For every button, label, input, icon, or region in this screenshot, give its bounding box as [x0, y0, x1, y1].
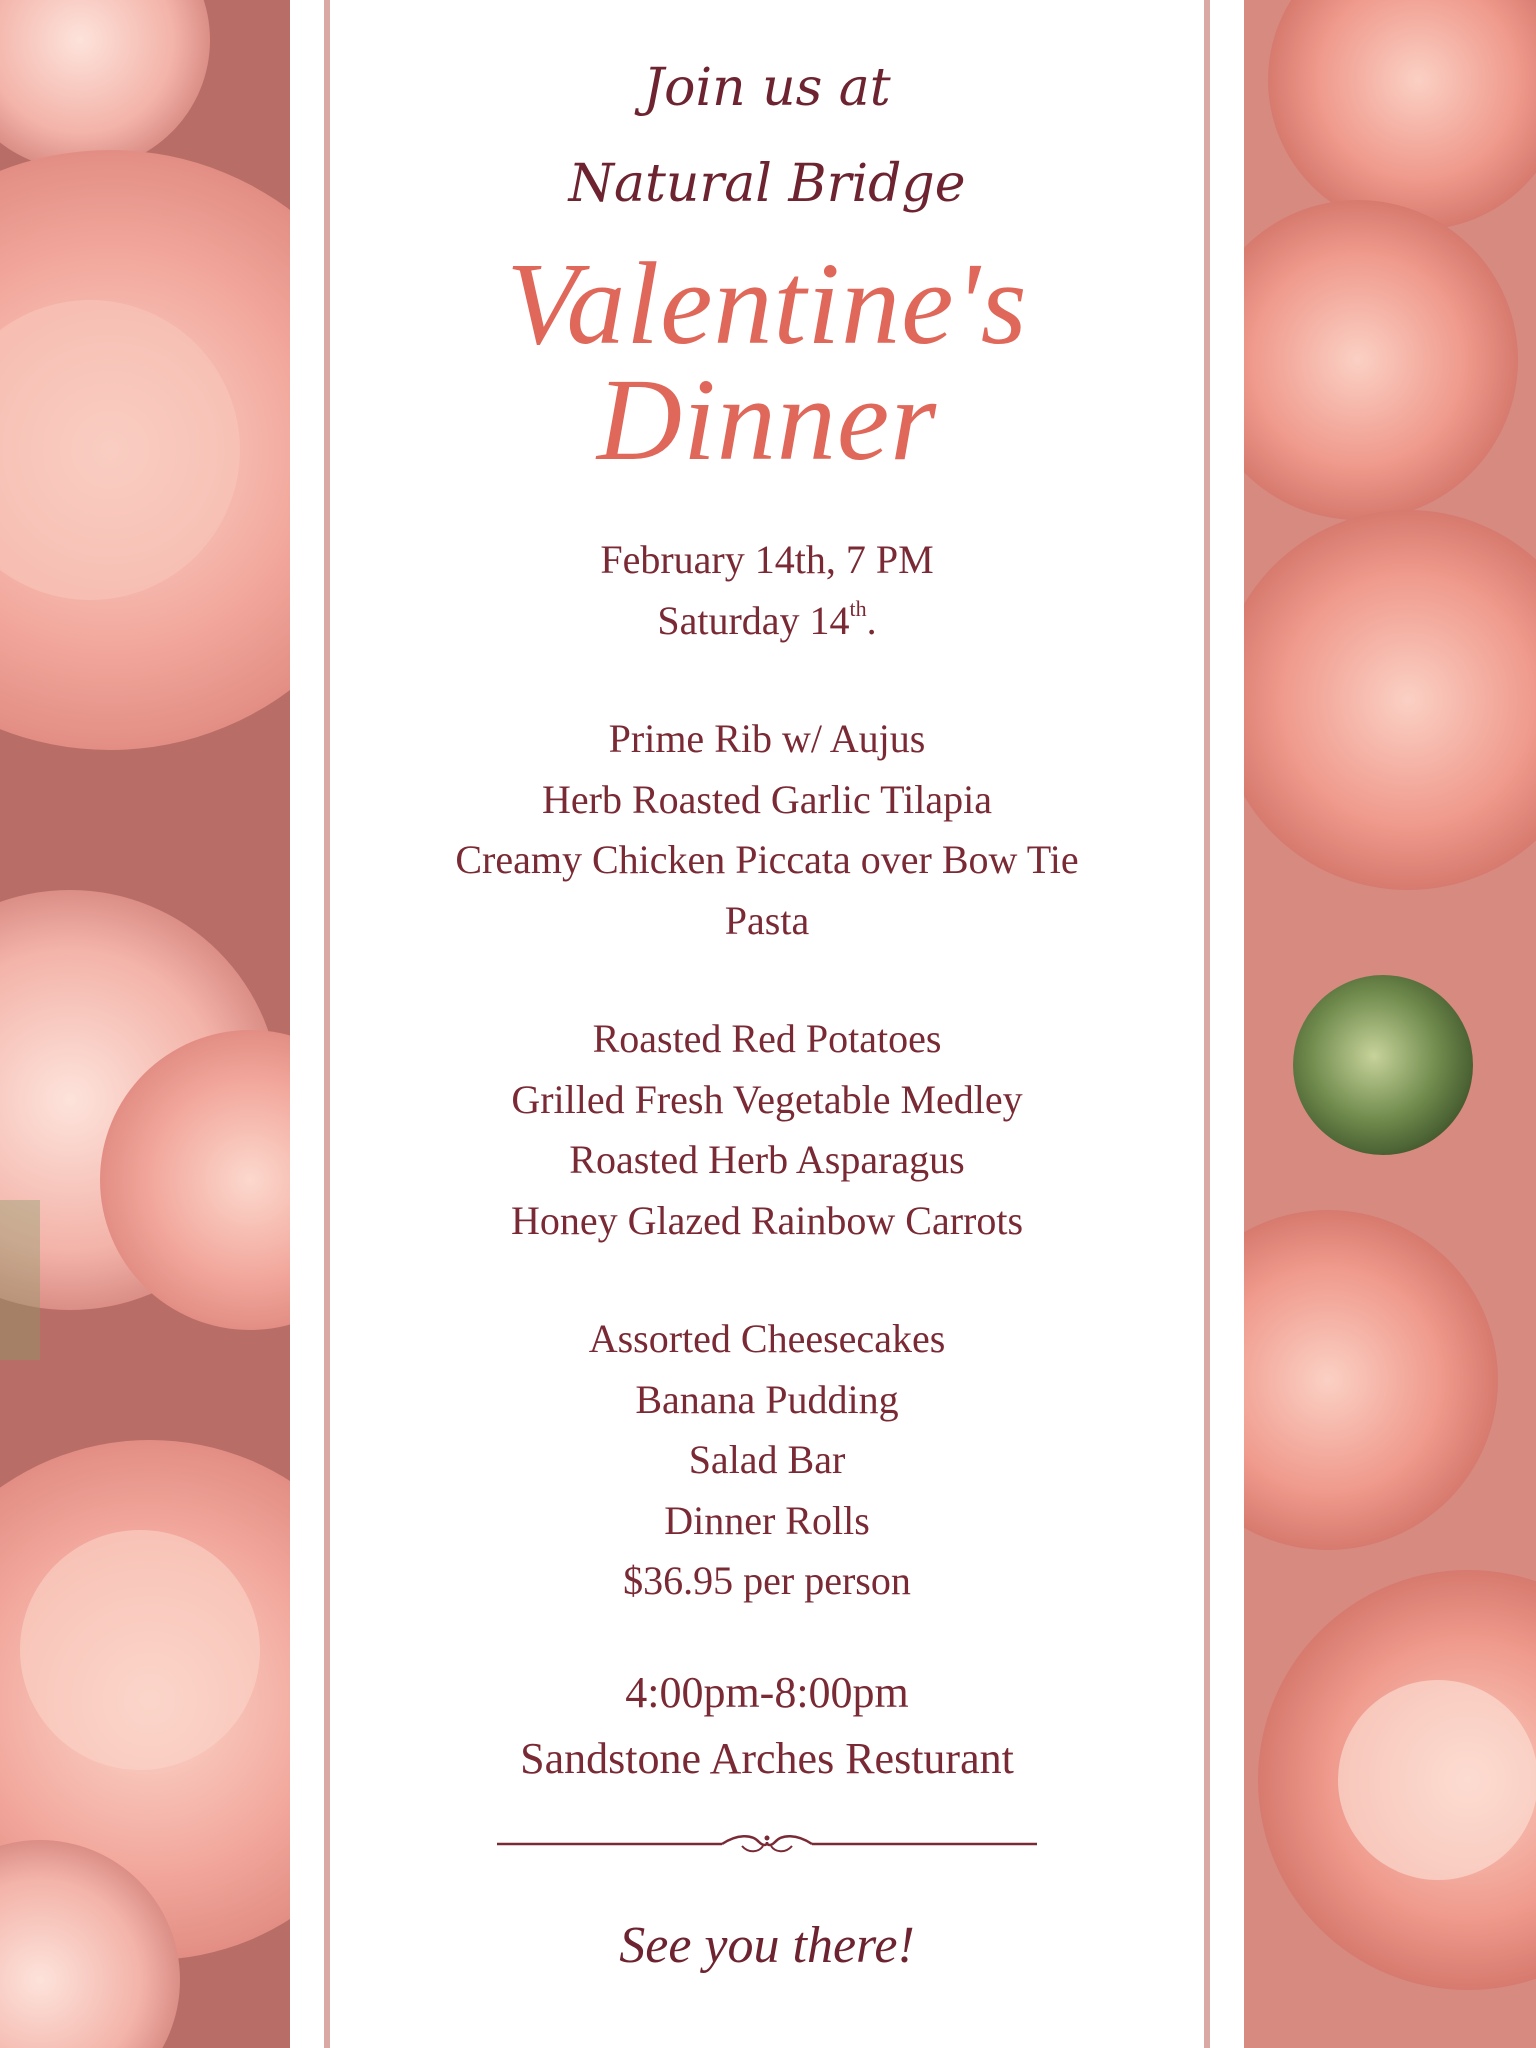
- menu-item: Creamy Chicken Piccata over Bow Tie: [455, 837, 1079, 882]
- date-line-2: [350, 591, 1184, 652]
- flourish-icon: [497, 1832, 1037, 1856]
- event-date: [350, 530, 1184, 651]
- panel-border-right: [1204, 0, 1210, 2048]
- intro-line-1: Join us at: [643, 58, 891, 118]
- flower-panel-right: [1238, 0, 1536, 2048]
- price: $36.95 per person: [623, 1558, 911, 1603]
- ornamental-divider: [497, 1832, 1037, 1856]
- menu-item: Assorted Cheesecakes: [588, 1316, 946, 1361]
- menu-item: Salad Bar: [688, 1437, 846, 1482]
- menu-item: Pasta: [724, 897, 810, 943]
- menu-item: Banana Pudding: [635, 1376, 899, 1422]
- menu-item: Grilled Fresh Vegetable Medley: [511, 1076, 1023, 1122]
- venue-name: Sandstone Arches Resturant: [520, 1733, 1014, 1783]
- ranunculus-illustration: [1238, 0, 1536, 2048]
- date-ordinal: th: [849, 595, 867, 621]
- menu-item: Roasted Herb Asparagus: [569, 1137, 965, 1182]
- panel-border-left: [324, 0, 330, 2048]
- invitation-panel: [290, 0, 1244, 2048]
- rose-illustration: [0, 0, 296, 2048]
- menu-item: Herb Roasted Garlic Tilapia: [542, 776, 992, 822]
- invitation-content: [350, 0, 1184, 2027]
- flower-panel-left: [0, 0, 296, 2048]
- hours-time: 4:00pm-8:00pm: [625, 1667, 909, 1717]
- menu-item: Roasted Red Potatoes: [592, 1016, 942, 1061]
- date-line-1: February 14th, 7 PM: [600, 537, 934, 582]
- event-hours: [350, 1660, 1184, 1792]
- date-day: Saturday 14: [657, 597, 850, 643]
- menu-item: Honey Glazed Rainbow Carrots: [510, 1197, 1024, 1243]
- menu-extras: [350, 1309, 1184, 1612]
- date-period: .: [866, 597, 877, 643]
- closing-line: See you there!: [619, 1916, 915, 1974]
- intro-line-2: Natural Bridge: [568, 154, 966, 214]
- event-title-line-1: Valentine's: [506, 238, 1028, 369]
- menu-mains: [350, 709, 1184, 951]
- event-title-line-2: Dinner: [596, 354, 938, 485]
- menu-item: Dinner Rolls: [664, 1497, 870, 1543]
- menu-sides: [350, 1009, 1184, 1251]
- menu-item: Prime Rib w/ Aujus: [608, 716, 926, 761]
